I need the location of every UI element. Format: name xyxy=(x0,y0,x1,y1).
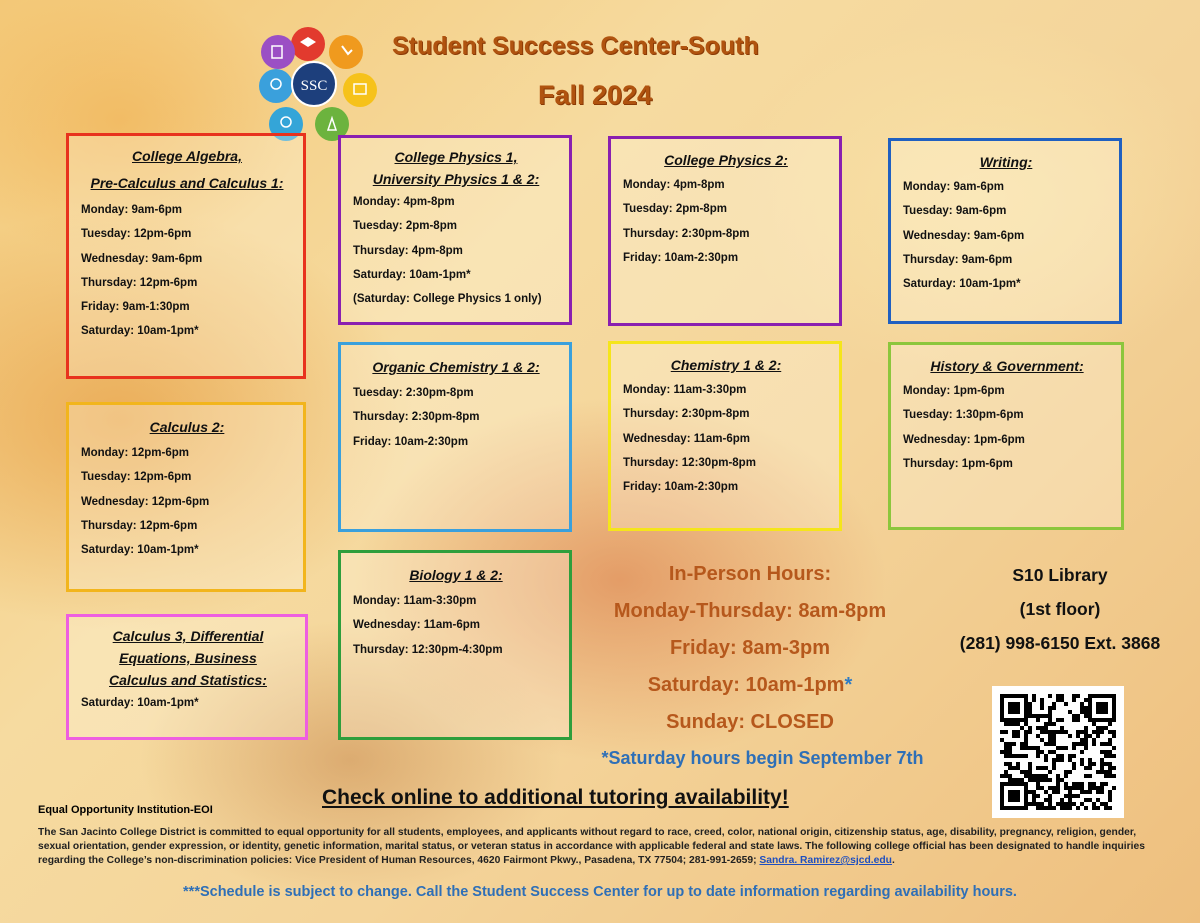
schedule-line: Monday: 11am-3:30pm xyxy=(353,595,477,607)
in-person-hours xyxy=(590,556,910,741)
page-subtitle: Fall 2024 xyxy=(538,80,653,110)
page-title: Student Success Center-South xyxy=(392,32,759,60)
in-person-title: In-Person Hours: xyxy=(668,563,832,585)
box-calculus-2 xyxy=(66,402,306,592)
schedule-line: Tuesday: 12pm-6pm xyxy=(81,228,192,241)
qr-code[interactable] xyxy=(992,686,1124,818)
schedule-line: Saturday: 10am-1pm* xyxy=(81,544,199,557)
schedule-line: Wednesday: 11am-6pm xyxy=(353,619,480,632)
box-heading: Chemistry 1 & 2: xyxy=(670,357,782,373)
schedule-line: Tuesday: 12pm-6pm xyxy=(81,471,192,484)
ssc-logo xyxy=(256,26,382,142)
schedule-line: Wednesday: 12pm-6pm xyxy=(81,495,210,508)
hours-sun: Sunday: CLOSED xyxy=(666,711,834,733)
schedule-line: Thursday: 12:30pm-4:30pm xyxy=(353,643,503,656)
schedule-line: Thursday: 2:30pm-8pm xyxy=(623,408,750,421)
hours-fri: Friday: 8am-3pm xyxy=(669,637,831,659)
schedule-line: Saturday: 10am-1pm* xyxy=(353,268,471,281)
location-building: S10 Library xyxy=(1012,565,1108,585)
box-history-government xyxy=(888,342,1124,530)
legal-notice xyxy=(38,826,1158,868)
location-block xyxy=(930,558,1190,660)
schedule-line: (Saturday: College Physics 1 only) xyxy=(353,293,542,306)
box-college-algebra xyxy=(66,133,306,379)
schedule-line: Monday: 9am-6pm xyxy=(81,204,182,216)
box-heading: Writing: xyxy=(979,154,1033,170)
legal-end: . xyxy=(891,855,895,866)
schedule-line: Friday: 9am-1:30pm xyxy=(81,301,190,314)
schedule-disclaimer: ***Schedule is subject to change. Call the Student Success Center for up to date information regarding availability hours. xyxy=(183,884,1017,900)
schedule-line: Monday: 1pm-6pm xyxy=(903,385,1005,397)
box-chemistry xyxy=(608,341,842,531)
box-writing xyxy=(888,138,1122,324)
schedule-line: Monday: 9am-6pm xyxy=(903,181,1004,193)
box-calculus-3 xyxy=(66,614,308,740)
schedule-line: Monday: 4pm-8pm xyxy=(623,179,725,191)
schedule-line: Friday: 10am-2:30pm xyxy=(623,251,739,264)
location-floor: (1st floor) xyxy=(1019,599,1101,619)
schedule-line: Thursday: 2:30pm-8pm xyxy=(623,227,750,240)
schedule-line: Thursday: 1pm-6pm xyxy=(903,457,1013,470)
box-heading: Organic Chemistry 1 & 2: xyxy=(372,359,540,375)
hours-sat xyxy=(590,667,910,704)
box-heading: History & Government: xyxy=(930,358,1084,374)
schedule-line: Monday: 11am-3:30pm xyxy=(623,384,747,396)
schedule-line: Tuesday: 9am-6pm xyxy=(903,205,1007,218)
schedule-line: Tuesday: 1:30pm-6pm xyxy=(903,409,1024,422)
legal-text: The San Jacinto College District is committed to equal opportunity for all students, employees, and applicants without regard to race, creed, color, national origin, citizenship status, age, disability, pregnancy, religion, gender, sexual orientation, gender expression, or identity, genetic information, marital status, or veteran status in accordance with applicable federal and state laws. The following college official has been designated to handle inquiries regarding the College’s non-discrimination policies: Vice President of Human Resources, 4620 Fairmont Pkwy., Pasadena, TX 77504; 281-991-2659; xyxy=(38,827,1145,866)
box-heading: Equations, Business xyxy=(119,650,257,666)
schedule-line: Thursday: 4pm-8pm xyxy=(353,244,463,257)
box-heading: College Physics 1, xyxy=(394,149,518,165)
schedule-line: Thursday: 9am-6pm xyxy=(903,253,1013,266)
box-heading: University Physics 1 & 2: xyxy=(372,171,540,187)
box-biology xyxy=(338,550,572,740)
box-heading: Calculus and Statistics: xyxy=(109,672,267,688)
saturday-note: *Saturday hours begin September 7th xyxy=(601,748,924,768)
box-heading: College Physics 2: xyxy=(664,152,788,168)
schedule-line: Wednesday: 1pm-6pm xyxy=(903,433,1025,446)
schedule-line: Wednesday: 9am-6pm xyxy=(81,252,203,265)
schedule-line: Friday: 10am-2:30pm xyxy=(623,481,739,494)
schedule-line: Saturday: 10am-1pm* xyxy=(81,697,199,709)
box-organic-chemistry xyxy=(338,342,572,532)
schedule-line: Friday: 10am-2:30pm xyxy=(353,435,469,448)
schedule-line: Wednesday: 11am-6pm xyxy=(623,432,750,445)
box-heading: College Algebra, xyxy=(132,148,242,164)
box-college-physics-2 xyxy=(608,136,842,326)
schedule-line: Tuesday: 2:30pm-8pm xyxy=(353,387,474,399)
logo-text: SSC xyxy=(300,78,328,94)
hours-sat-text: Saturday: 10am-1pm xyxy=(647,674,845,696)
box-heading: Pre-Calculus and Calculus 1: xyxy=(90,175,284,191)
location-phone: (281) 998-6150 Ext. 3868 xyxy=(959,633,1161,653)
box-heading: Biology 1 & 2: xyxy=(409,567,503,583)
schedule-line: Tuesday: 2pm-8pm xyxy=(353,220,457,233)
eoi-label: Equal Opportunity Institution-EOI xyxy=(38,804,213,816)
box-heading: Calculus 3, Differential xyxy=(112,628,264,644)
schedule-line: Thursday: 12pm-6pm xyxy=(81,276,198,289)
hours-sat-star: * xyxy=(844,674,853,696)
box-heading: Calculus 2: xyxy=(149,419,225,435)
schedule-line: Thursday: 12:30pm-8pm xyxy=(623,456,756,469)
schedule-line: Saturday: 10am-1pm* xyxy=(81,325,199,338)
schedule-line: Monday: 12pm-6pm xyxy=(81,447,189,459)
schedule-line: Saturday: 10am-1pm* xyxy=(903,278,1021,291)
hours-mon-thu: Monday-Thursday: 8am-8pm xyxy=(613,600,887,622)
check-online-text: Check online to additional tutoring availability! xyxy=(322,786,789,809)
schedule-line: Wednesday: 9am-6pm xyxy=(903,229,1025,242)
contact-email-link[interactable]: Sandra. Ramirez@sjcd.edu xyxy=(759,855,892,866)
schedule-line: Tuesday: 2pm-8pm xyxy=(623,203,727,216)
box-college-physics-1 xyxy=(338,135,572,325)
schedule-line: Thursday: 12pm-6pm xyxy=(81,519,198,532)
schedule-line: Monday: 4pm-8pm xyxy=(353,196,455,208)
schedule-line: Thursday: 2:30pm-8pm xyxy=(353,411,480,424)
